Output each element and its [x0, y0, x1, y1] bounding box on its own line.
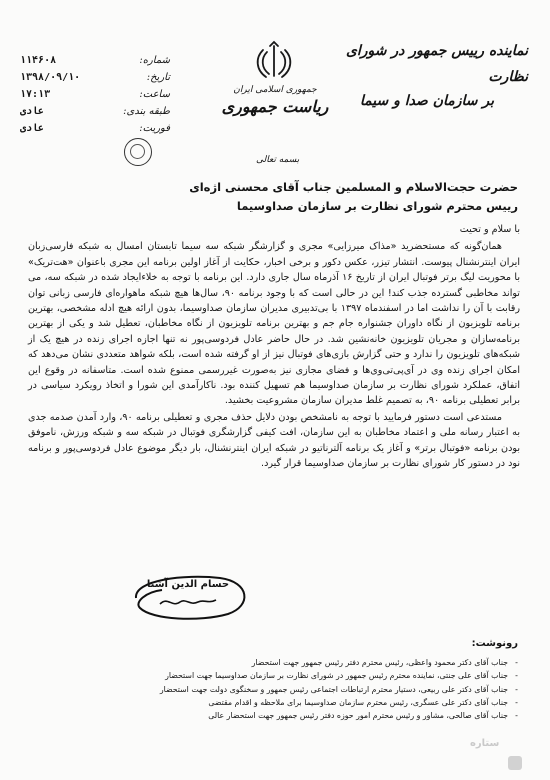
- copy-recipient: - جناب آقای صالحی، مشاور و رئیس محترم امور حوزه دفتر رئیس جمهور جهت استحضار عالی: [48, 709, 518, 722]
- meta-number-row: [20, 52, 170, 69]
- copy-recipient: - جناب آقای علی جنتی، نماینده محترم رئیس جمهور در شورای نظارت بر سازمان صداوسیما جهت استحضار: [48, 669, 518, 682]
- watermark-logo-icon: [508, 756, 522, 770]
- letter-body: [28, 222, 520, 473]
- copy-recipient: - جناب آقای دکتر علی ربیعی، دستیار محترم ارتباطات اجتماعی رئیس جمهور و سخنگوی دولت جهت استحضار: [48, 683, 518, 696]
- signature-scribble-icon: [150, 594, 230, 610]
- meta-time-value: ۱۷:۱۳: [20, 89, 51, 100]
- letter-metadata: [20, 52, 170, 137]
- meta-classification-label: طبقه بندی:: [123, 106, 170, 117]
- addressee-title: رییس محترم شورای نظارت بر سازمان صداوسیما: [236, 199, 518, 213]
- sender-subtitle: بر سازمان صدا و سیما: [359, 93, 494, 109]
- meta-classification-row: [20, 103, 170, 120]
- meta-priority-value: عادی: [20, 123, 45, 134]
- signatory-name: حسام الدین آشنا: [146, 579, 230, 590]
- meta-priority-row: [20, 120, 170, 137]
- copy-recipient: - جناب آقای دکتر علی عسگری، رئیس محترم سازمان صداوسیما برای ملاحظه و اقدام مقتضی: [48, 696, 518, 709]
- presidency-name: ریاست جمهوری: [221, 97, 329, 116]
- meta-classification-value: عادی: [20, 106, 45, 117]
- meta-date-value: ۱۳۹۸/۰۹/۱۰: [20, 72, 81, 83]
- copies-title: رونوشت:: [471, 638, 518, 649]
- meta-date-label: تاریخ:: [146, 72, 170, 83]
- copies-list: [48, 656, 518, 722]
- site-watermark: ستاره: [470, 738, 500, 749]
- bismillah: بسمه تعالی: [256, 155, 300, 165]
- sender-title: نماینده رییس جمهور در شورای نظارت: [345, 43, 528, 85]
- meta-priority-label: فوریت:: [139, 123, 170, 134]
- addressee-name: حضرت حجت‌الاسلام و المسلمین جناب آقای محسنی اژه‌ای: [189, 180, 518, 194]
- presidency-label: [200, 84, 350, 118]
- meta-time-label: ساعت:: [139, 89, 170, 100]
- meta-time-row: [20, 86, 170, 103]
- greeting: با سلام و تحیت: [459, 224, 520, 235]
- body-paragraph-2: مستدعی است دستور فرمایید با توجه به نامشخص بودن دلایل حذف مجری و تعطیلی برنامه ۹۰، وارد آمدن صدمه جدی به اعتبار رسانه ملی و اعتماد مخاطبان به این سازمان، افت کیفی گزارشگری فوتبال در شبکه سه و شبکه ورزش، ناموفق بودن برنامه «فوتبال برتر» و آغاز یک برنامه آلترناتیو در شبکه ایران اینترنشنال، بار دیگر موضوع عادل فردوسی‌پور و برنامه نود در دستور کار شورای نظارت بر سازمان صداوسیما قرار گیرد.: [28, 411, 520, 470]
- country-name: جمهوری اسلامی ایران: [233, 85, 317, 95]
- meta-number-value: ۱۱۴۶۰۸: [20, 55, 57, 66]
- body-paragraph-1: همان‌گونه که مستحضرید «مذاک میرزایی» مجری و گزارشگر شبکه سه سیما تابستان امسال به شبکه فارسی‌زبان ایران اینترنشنال پیوست. انتشار تیزر، عکس دکور و برخی اخبار، حکایت از آغاز اولین برنامه این مجری باعنوان «هت‌تریک» با محوریت لیگ برتر فوتبال ایران از تاریخ ۱۶ آذرماه سال جاری دارد. این برنامه با توجه به خلاءایجاد شده در شبکه سه، می تواند مخاطبی گسترده جذب کند! این در حالی است که با وجود برنامه ۹۰، سال‌ها هیچ شبکه ماهواره‌ای فارسی زبانی توان رقابت با آن را نداشت اما در اسفندماه ۱۳۹۷ با بی‌تدبیری مدیران سازمان صداوسیما، بدون ارائه هیچ ادله مشخصی، بهترین برنامه تلویزیون از نگاه داوران جشنواره جام جم و بهترین برنامه تلویزیون از نگاه مخاطبان، تعطیل شد و یکی از بهترین برنامه‌سازان و مجریان تلویزیون خانه‌نشین شد. در حال حاضر عادل فردوسی‌پور نه تنها اجازه اجرای زنده در هیچ یک از شبکه‌های تلویزیون را ندارد و حتی گزارش بازی‌های فوتبال نیز از او گرفته شده است، بلکه شواهد متعددی نشان می‌دهد که امکان اجرای زنده وی در آی‌پی‌تی‌وی‌ها و فضای مجازی نیز به‌صورت غیررسمی ممنوع شده است. متاسفانه در وقوع این اتفاق، عملکرد شورای نظارت بر سازمان صداوسیما هم تسهیل کننده بود. ناکارآمدی این شورا و اتخاذ رویکرد سیاسی در برابر تعطیلی برنامه ۹۰، به تصمیم غلط مدیران سازمان مشروعیت بخشید.: [28, 241, 520, 407]
- stamp-seal-icon: [124, 138, 152, 166]
- copy-recipient: - جناب آقای دکتر محمود واعظی، رئیس محترم دفتر رئیس جمهور جهت استحضار: [48, 656, 518, 669]
- addressee-block: [38, 178, 518, 216]
- meta-date-row: [20, 69, 170, 86]
- meta-number-label: شماره:: [139, 55, 170, 66]
- iran-emblem-icon: [252, 40, 296, 84]
